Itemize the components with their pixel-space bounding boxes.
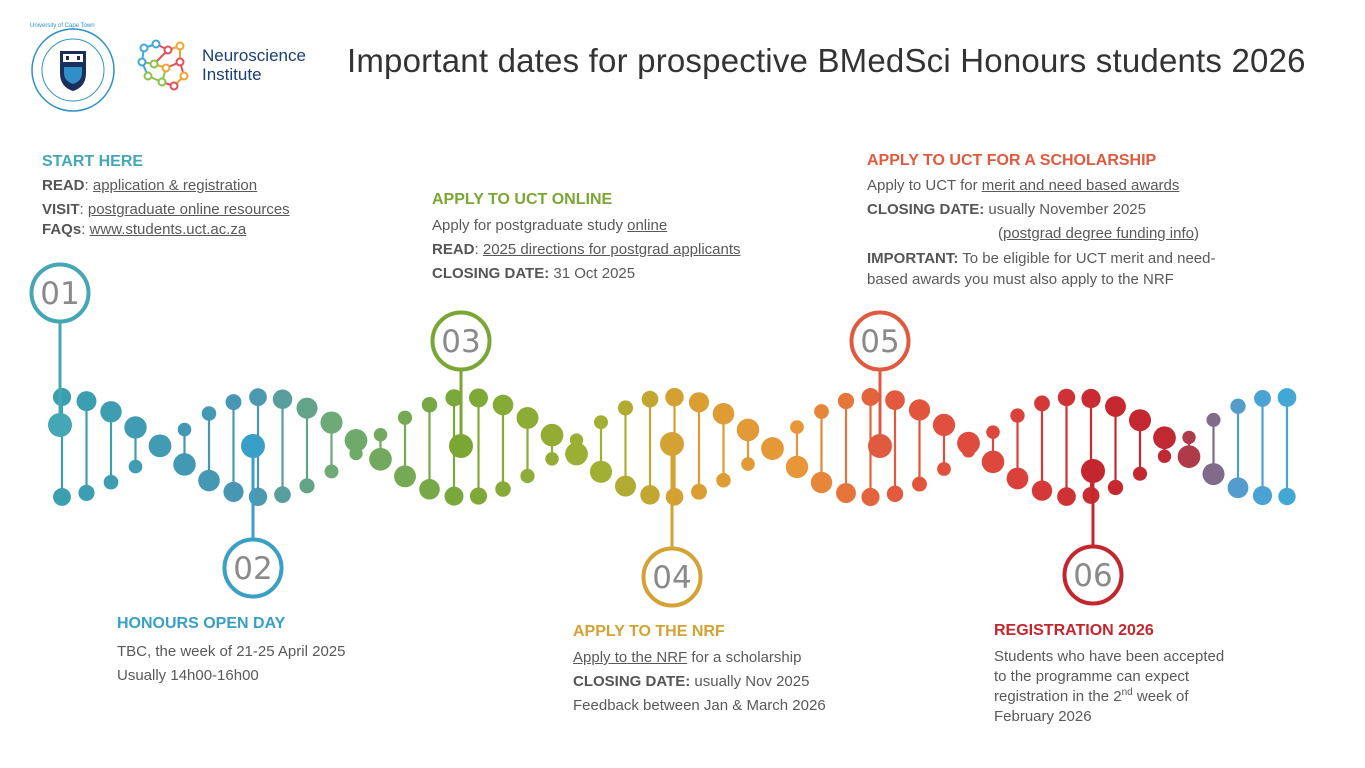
uct-online-closing-date: 31 Oct 2025 [553, 265, 636, 282]
helix-node [691, 484, 707, 500]
step-02-block [117, 612, 345, 688]
helix-node [1007, 468, 1029, 490]
helix-node [1010, 408, 1024, 422]
helix-node [545, 452, 558, 465]
helix-node [100, 401, 121, 422]
nrf-feedback: Feedback between Jan & March 2026 [573, 697, 826, 714]
helix-node [1253, 486, 1272, 505]
step-01-anchor [48, 413, 72, 437]
helix-node [202, 406, 217, 421]
helix-node [419, 479, 440, 500]
helix-node [1158, 450, 1171, 463]
helix-node [570, 433, 583, 446]
helix-node [153, 442, 166, 455]
helix-node [862, 388, 880, 406]
page-title: Important dates for prospective BMedSci Honours students 2026 [347, 42, 1306, 79]
step-06-heading: REGISTRATION 2026 [994, 622, 1154, 639]
helix-node [124, 416, 146, 438]
postgrad-funding-info-link[interactable]: postgrad degree funding info [1003, 225, 1194, 242]
ni-logo-line1: Neuroscience [202, 46, 306, 65]
step-03-heading: APPLY TO UCT ONLINE [432, 191, 613, 208]
helix-node [198, 470, 220, 492]
helix-node [836, 483, 856, 503]
helix-node [129, 460, 143, 474]
step-02-number: 02 [233, 551, 273, 587]
helix-node [590, 461, 612, 483]
helix-node [1228, 477, 1249, 498]
step-04-heading: APPLY TO THE NRF [573, 623, 725, 640]
helix-node [1058, 389, 1075, 406]
helix-node [665, 388, 683, 406]
helix-node [422, 397, 438, 413]
helix-node [1153, 426, 1176, 449]
helix-node [885, 390, 905, 410]
postgrad-directions-link[interactable]: 2025 directions for postgrad applicants [482, 241, 741, 258]
helix-node [814, 404, 829, 419]
helix-node [345, 429, 368, 452]
step-03-number: 03 [441, 324, 481, 360]
step-01-block: START HERE READ: application & registration VISIT: postgraduate online resources FAQs: www.students.uct.ac.za [42, 150, 290, 238]
step-03-anchor [449, 434, 473, 458]
helix-node [982, 451, 1005, 474]
step-05-block: APPLY TO UCT FOR A SCHOLARSHIP Apply to UCT for merit and need based awards CLOSING DATE: usually November 2025 (postgrad degree funding info) IMPORTANT: To be eligible for UCT merit and need- based awards you must also apply to the NRF [867, 149, 1215, 290]
helix-node [1178, 445, 1201, 468]
helix-node [594, 415, 608, 429]
helix-node [937, 462, 951, 476]
helix-node [1129, 409, 1151, 431]
helix-node [274, 486, 291, 503]
helix-node [1278, 388, 1297, 407]
helix-node [689, 392, 709, 412]
step-04-anchor [660, 432, 684, 456]
helix-node [618, 400, 633, 415]
helix-node [761, 437, 784, 460]
helix-node [713, 403, 735, 425]
helix-node [1206, 413, 1220, 427]
helix-node [469, 388, 488, 407]
step-05-number: 05 [860, 324, 900, 360]
helix-node [1230, 399, 1245, 414]
helix-node [1081, 389, 1100, 408]
helix-node [861, 488, 879, 506]
helix-node [173, 453, 196, 476]
step-03-block: APPLY TO UCT ONLINE Apply for postgraduate study online READ: 2025 directions for postgrad applicants CLOSING DATE: 31 Oct 2025 [432, 188, 741, 286]
helix-node [790, 420, 804, 434]
helix-node [296, 398, 317, 419]
helix-node [986, 425, 1000, 439]
helix-node [495, 481, 510, 496]
helix-node [811, 472, 832, 493]
step-04-number: 04 [652, 560, 692, 596]
helix-node [1108, 480, 1123, 495]
helix-node [223, 482, 243, 502]
helix-node [1083, 487, 1100, 504]
helix-node [541, 424, 564, 447]
application-registration-link[interactable]: application & registration [92, 177, 258, 194]
helix-node [615, 476, 636, 497]
helix-node [226, 394, 242, 410]
helix-node [1105, 396, 1126, 417]
helix-node [78, 485, 94, 501]
helix-node [741, 457, 755, 471]
step-06-anchor [1081, 459, 1105, 483]
step-02-heading: HONOURS OPEN DAY [117, 615, 286, 632]
helix-node [325, 464, 339, 478]
ni-logo-line2: Institute [202, 65, 262, 84]
helix-node [786, 456, 808, 478]
step-06-number: 06 [1073, 558, 1113, 594]
step-01-heading: START HERE [42, 153, 144, 170]
apply-nrf-link[interactable]: Apply to the NRF [573, 649, 688, 666]
helix-node [642, 391, 659, 408]
step-02-anchor [241, 434, 265, 458]
helix-node [369, 448, 392, 471]
helix-node [909, 399, 930, 420]
apply-online-link[interactable]: online [627, 217, 668, 234]
helix-node [249, 388, 267, 406]
step-06-block: REGISTRATION 2026 Students who have been accepted to the programme can expect registration in the 2nd week of February 2026 [994, 622, 1225, 725]
scholarship-closing-date: usually November 2025 [988, 201, 1146, 218]
helix-node [299, 478, 314, 493]
helix-node [737, 419, 760, 442]
step-04-block: APPLY TO THE NRF Apply to the NRF for a scholarship CLOSING DATE: usually Nov 2025 Feedback between Jan & March 2026 [573, 620, 826, 718]
helix-node [1133, 467, 1147, 481]
helix-node [1057, 487, 1076, 506]
uct-seal-text: University of Cape Town [30, 23, 95, 29]
helix-node [1032, 480, 1052, 500]
step-01-number: 01 [40, 276, 80, 312]
helix-node [716, 473, 731, 488]
postgraduate-online-resources-link[interactable]: postgraduate online resources [87, 201, 290, 218]
helix-node [178, 423, 192, 437]
helix-node [517, 407, 539, 429]
helix-node [912, 477, 927, 492]
helix-node [1182, 431, 1195, 444]
helix-node [104, 475, 119, 490]
helix-node [962, 444, 975, 457]
nrf-closing-date: usually Nov 2025 [694, 673, 810, 690]
helix-node [273, 390, 292, 409]
helix-node [887, 486, 903, 502]
open-day-date: TBC, the week of 21-25 April 2025 [117, 643, 346, 660]
helix-node [1254, 390, 1271, 407]
helix-node [640, 485, 659, 504]
helix-node [394, 465, 416, 487]
step-05-anchor [868, 434, 892, 458]
helix-node [53, 488, 71, 506]
helix-node [493, 395, 514, 416]
helix-node [374, 428, 387, 441]
helix-node [320, 411, 342, 433]
helix-node [1202, 463, 1224, 485]
helix-node [933, 414, 955, 436]
helix-node [1034, 396, 1050, 412]
step-05-heading: APPLY TO UCT FOR A SCHOLARSHIP [867, 152, 1157, 169]
helix-node [1278, 488, 1295, 505]
helix-node [838, 393, 854, 409]
helix-node [520, 469, 534, 483]
helix-node [470, 487, 487, 504]
helix-node [77, 391, 97, 411]
helix-node [666, 488, 684, 506]
open-day-time: Usually 14h00-16h00 [117, 667, 259, 684]
merit-need-awards-link[interactable]: merit and need based awards [981, 177, 1180, 194]
helix-node [398, 411, 412, 425]
helix-node [53, 388, 71, 406]
helix-node [445, 487, 464, 506]
students-uct-link[interactable]: www.students.uct.ac.za [89, 221, 247, 238]
